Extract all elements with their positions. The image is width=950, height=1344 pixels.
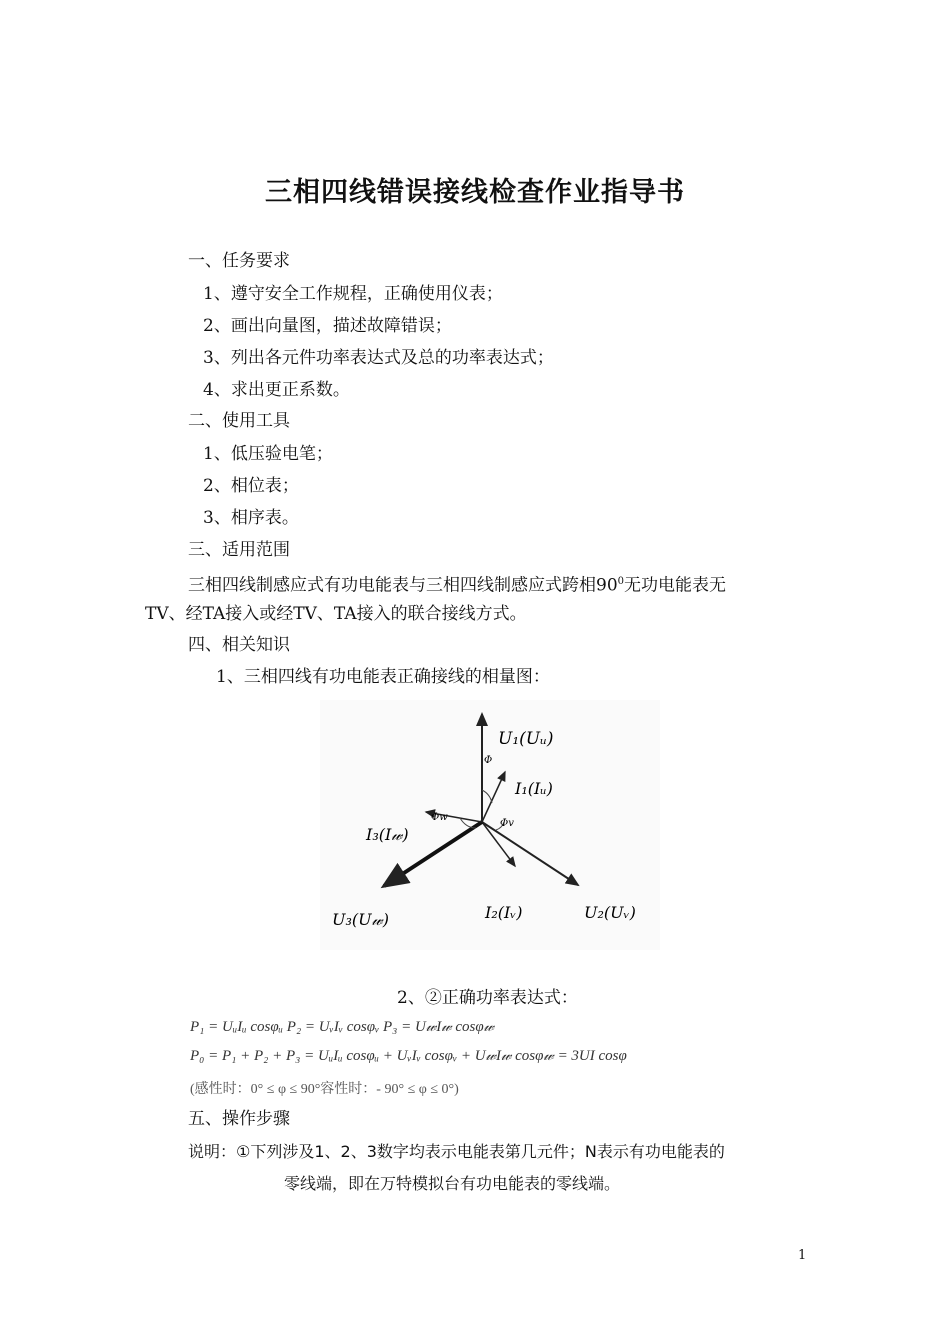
page-number: 1 (798, 1248, 807, 1263)
list-item: 2、画出向量图，描述故障错误； (203, 316, 452, 336)
label-i2: I₂(Iᵥ) (485, 903, 523, 922)
list-item: 2、相位表； (203, 476, 299, 496)
list-item: 3、相序表。 (203, 508, 299, 528)
note-line-1: 说明：①下列涉及1、2、3数字均表示电能表第几元件；N表示有功电能表的 (188, 1142, 725, 1161)
label-u1: U₁(Uᵤ) (498, 729, 554, 749)
section-heading-2: 二、使用工具 (188, 411, 290, 431)
degree-superscript: 0 (617, 576, 625, 587)
label-phi: Φ (484, 755, 493, 766)
scope-paragraph-line2: TV、经TA接入或经TV、TA接入的联合接线方式。 (145, 604, 527, 624)
section-heading-4: 四、相关知识 (188, 635, 290, 655)
label-phi-w: Φw (431, 812, 448, 823)
knowledge-item-2: 2、②正确功率表达式： (397, 988, 578, 1008)
knowledge-item-1: 1、三相四线有功电能表正确接线的相量图： (216, 667, 550, 687)
list-item: 1、低压验电笔； (203, 444, 333, 464)
scope-text-a: 三相四线制感应式有功电能表与三相四线制感应式跨相90 (188, 575, 618, 596)
phi-arc (482, 790, 492, 803)
label-u3: U₃(U𝓌) (332, 910, 389, 929)
formula-angle-range: (感性时：0° ≤ φ ≤ 90°容性时：- 90° ≤ φ ≤ 0°) (190, 1082, 459, 1097)
list-item: 3、列出各元件功率表达式及总的功率表达式； (203, 348, 554, 368)
phasor-diagram (320, 700, 660, 950)
scope-paragraph-line1 (188, 571, 726, 597)
section-heading-3: 三、适用范围 (188, 540, 290, 560)
page-title: 三相四线错误接线检查作业指导书 (265, 177, 685, 208)
note-line-2: 零线端，即在万特模拟台有功电能表的零线端。 (284, 1174, 621, 1193)
section-heading-1: 一、任务要求 (188, 251, 290, 271)
label-i3: I₃(I𝓌) (366, 825, 409, 844)
list-item: 1、遵守安全工作规程，正确使用仪表； (203, 284, 503, 304)
list-item: 4、求出更正系数。 (203, 380, 350, 400)
label-phi-v: Φv (500, 818, 514, 829)
label-u2: U₂(Uᵥ) (584, 903, 636, 922)
label-i1: I₁(Iᵤ) (515, 779, 553, 798)
formula-total-power: P₀ = P₁ + P₂ + P₃ = UᵤIᵤ cosφᵤ + UᵥIᵥ cosφᵥ + U𝓌I𝓌 cosφ𝓌 = 3UI cosφ (190, 1048, 627, 1064)
u2-vector (482, 822, 578, 885)
scope-text-b: 无功电能表无 (624, 575, 727, 596)
formula-element-powers: P₁ = UᵤIᵤ cosφᵤ P₂ = UᵥIᵥ cosφᵥ P₃ = U𝓌I𝓌 cosφ𝓌 (190, 1019, 495, 1035)
i1-vector (482, 772, 505, 822)
section-heading-5: 五、操作步骤 (188, 1109, 290, 1129)
